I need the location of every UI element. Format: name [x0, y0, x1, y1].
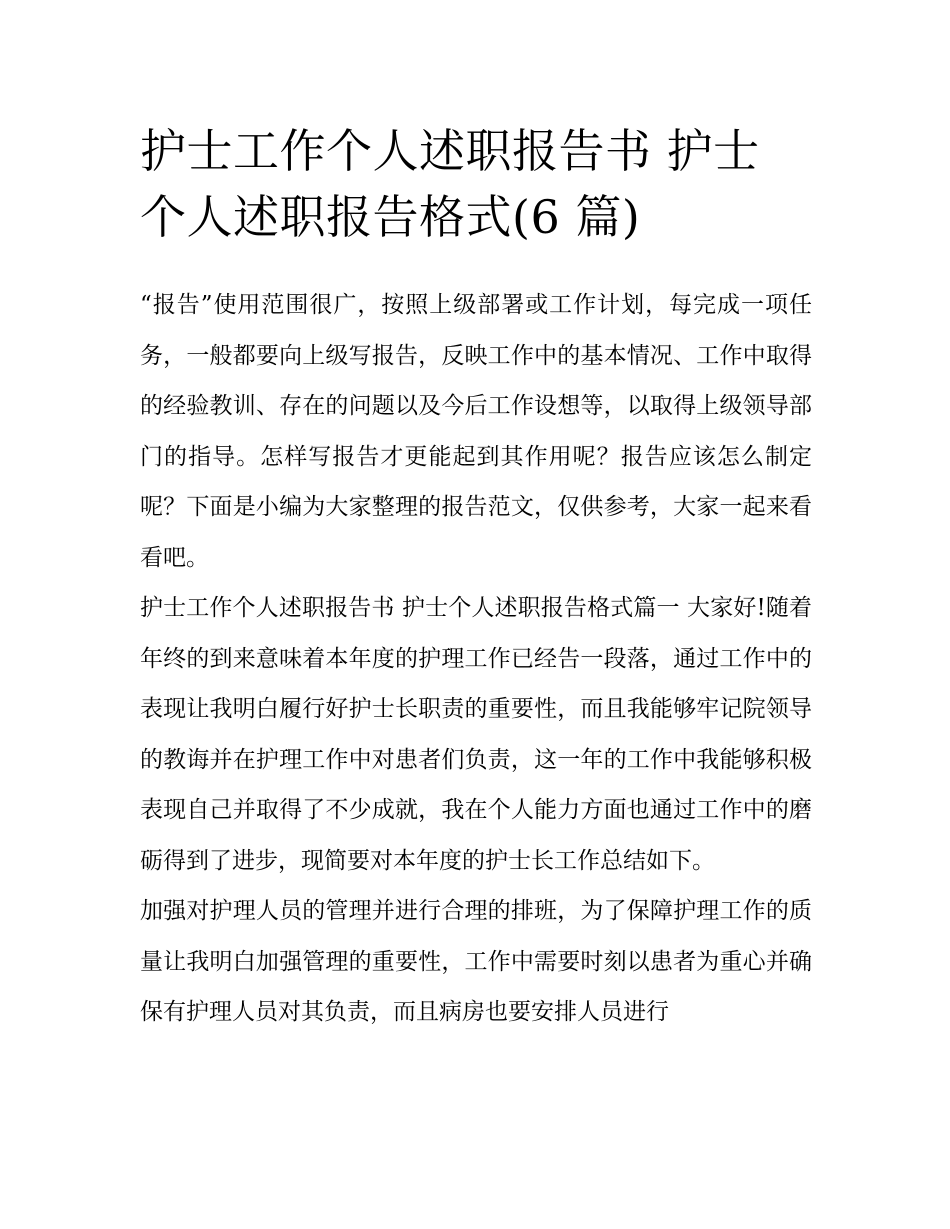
title-line-2: 个人述职报告格式(6 篇) — [140, 190, 641, 244]
document-body — [140, 280, 812, 1038]
title-line-1: 护士工作个人述职报告书 护士 — [140, 124, 760, 178]
paragraph-intro: “报告”使用范围很广，按照上级部署或工作计划，每完成一项任务，一般都要向上级写报告，反映工作中的基本情况、工作中取得的经验教训、存在的问题以及今后工作设想等，以取得上级领导部门的指导。怎样写报告才更能起到其作用呢？报告应该怎么制定呢？下面是小编为大家整理的报告范文，仅供参考，大家一起来看看吧。 — [140, 292, 812, 571]
document-page — [140, 118, 812, 1038]
paragraph-management: 加强对护理人员的管理并进行合理的排班，为了保障护理工作的质量让我明白加强管理的重要性，工作中需要时刻以患者为重心并确保有护理人员对其负责，而且病房也要安排人员进行 — [140, 898, 812, 1025]
paragraph-section-1: 护士工作个人述职报告书 护士个人述职报告格式篇一 大家好!随着年终的到来意味着本年度的护理工作已经告一段落，通过工作中的表现让我明白履行好护士长职责的重要性，而且我能够牢记院领导的教诲并在护理工作中对患者们负责，这一年的工作中我能够积极表现自己并取得了不少成就，我在个人能力方面也通过工作中的磨砺得到了进步，现简要对本年度的护士长工作总结如下。 — [140, 595, 812, 874]
document-title — [140, 118, 812, 250]
